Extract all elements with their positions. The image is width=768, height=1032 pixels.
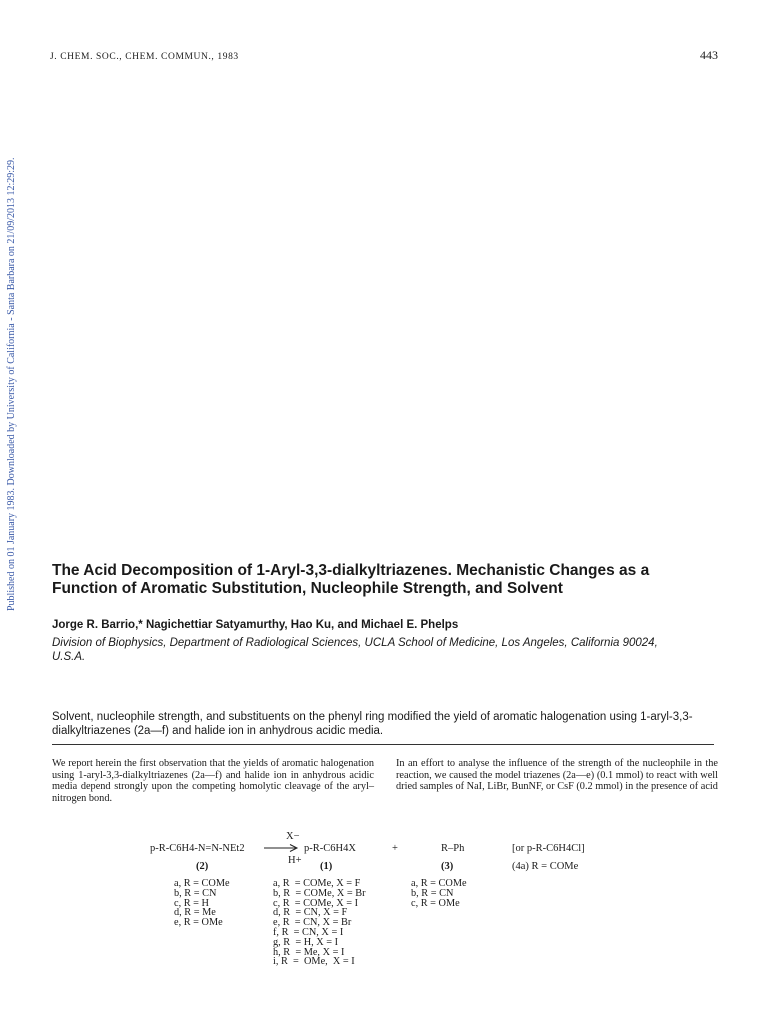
download-watermark-text: Published on 01 January 1983. Downloaded by University of California - Santa Barbara on 21/09/2013 12:29:29. [6,157,17,611]
journal-header: J. CHEM. SOC., CHEM. COMMUN., 1983 [50,52,239,62]
substituent-list-1: a, R = COMe, X = F b, R = COMe, X = Br c, R = COMe, X = I d, R = CN, X = F e, R = CN, X = Br f, R = CN, X = I g, R = H, X = I h, R = Me, X = I i, R = OMe, X = I [273,878,366,968]
page-number: 443 [700,48,718,62]
article-title: The Acid Decomposition of 1-Aryl-3,3-dialkyltriazenes. Mechanistic Changes as a Function of Aromatic Substitution, Nucleophile Strength, and Solvent [52,562,650,597]
compound-label-1: (1) [320,861,333,872]
body-text-right-column: In an effort to analyse the influence of the strength of the nucleophile in the reaction, we caused the model triazenes (2a—e) (0.1 mmol) to react with well dried samples of NaI, LiBr, BunNF, or CsF (0.2 mmol) in the presence of acid [396,758,718,793]
substituent-list-3: a, R = COMe b, R = CN c, R = OMe [411,878,467,909]
abstract-divider [52,744,714,745]
scheme-reagent-halide: X− [286,831,300,842]
substituent-list-2: a, R = COMe b, R = CN c, R = H d, R = Me e, R = OMe [174,878,230,929]
compound-label-4a: (4a) R = COMe [512,861,579,872]
compound-label-3: (3) [441,861,454,872]
scheme-alt-product: [or p-R-C6H4Cl] [512,843,585,854]
scheme-reactant: p-R-C6H4-N=N-NEt2 [150,843,245,854]
reaction-arrow [263,843,301,853]
compound-label-2: (2) [196,861,209,872]
scheme-plus: + [392,843,398,854]
affiliation: Division of Biophysics, Department of Radiological Sciences, UCLA School of Medicine, Los Angeles, California 90024, U.S.A. [52,637,658,663]
body-text-left-column: We report herein the first observation that the yields of aromatic halogenation using 1-aryl-3,3-dialkyltriazenes (2a—f) and halide ion in anhydrous acidic media depend strongly upon the competing homolytic cleavage of the aryl–nitrogen bond. [52,758,374,804]
scheme-reagent-acid: H+ [288,855,302,866]
scheme-byproduct: R–Ph [441,843,465,854]
author-list: Jorge R. Barrio,* Nagichettiar Satyamurthy, Hao Ku, and Michael E. Phelps [52,619,459,631]
scheme-product: p-R-C6H4X [304,843,356,854]
abstract: Solvent, nucleophile strength, and substituents on the phenyl ring modified the yield of aromatic halogenation using 1-aryl-3,3-dialkyltriazenes (2a—f) and halide ion in anhydrous acidic media. [52,711,693,737]
